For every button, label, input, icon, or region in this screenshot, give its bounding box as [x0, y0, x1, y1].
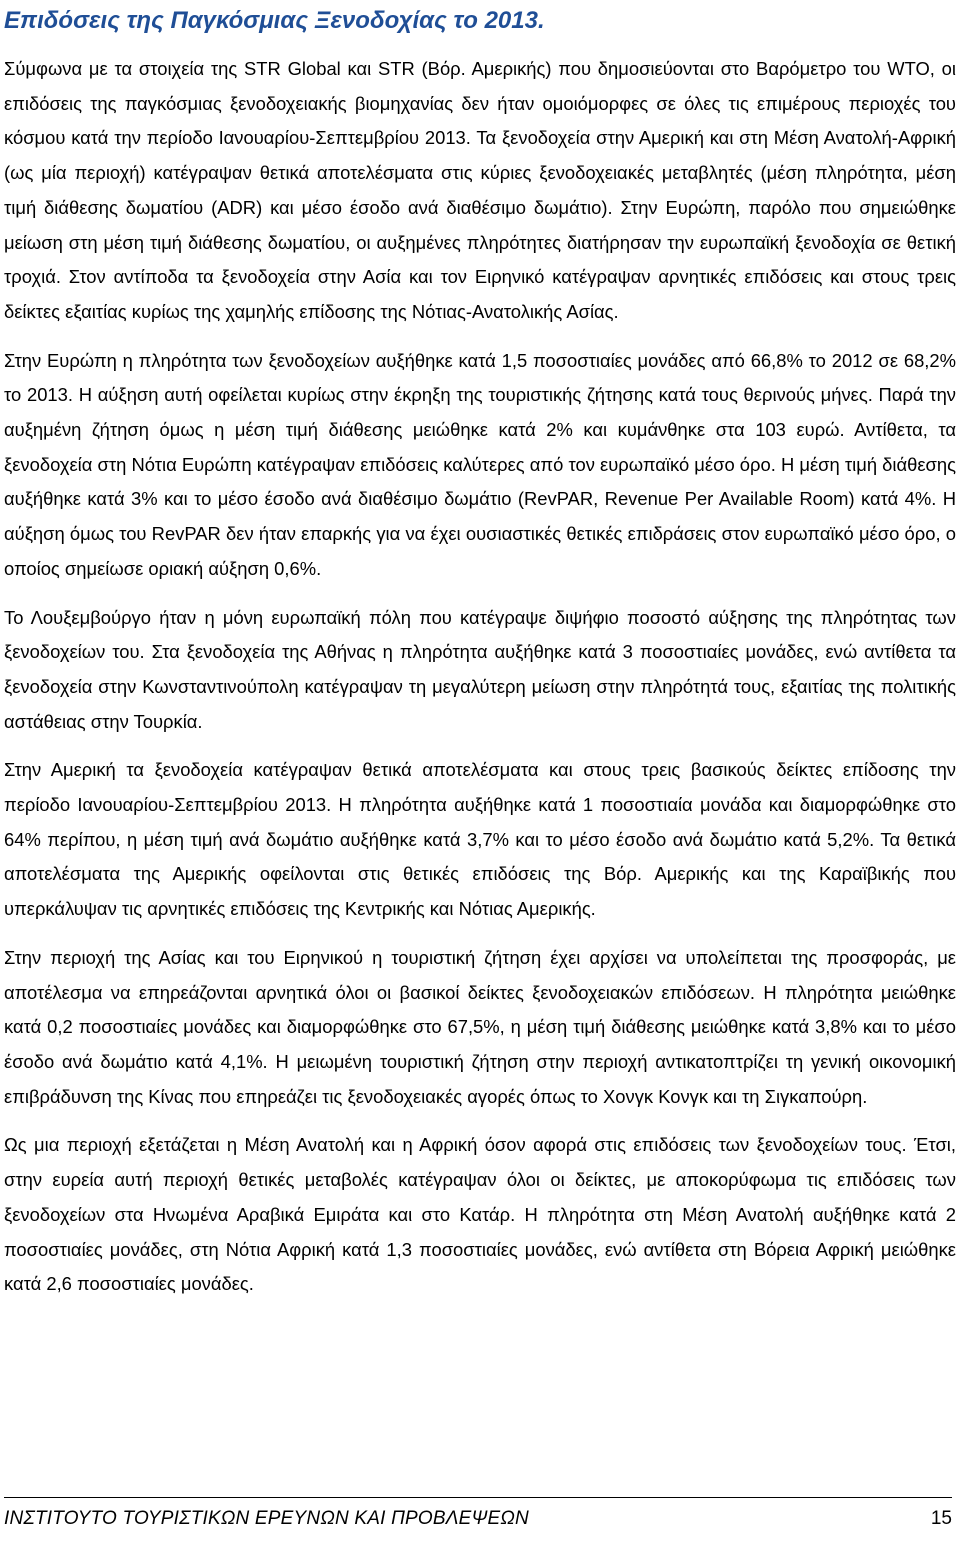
page-footer [4, 1497, 952, 1541]
paragraph-asia-pacific: Στην περιοχή της Ασίας και του Ειρηνικού η τουριστική ζήτηση έχει αρχίσει να υπολείπεται της προσφοράς, με αποτέλεσμα να επηρεάζονται αρνητικά όλοι οι βασικοί δείκτες ξενοδοχειακών επιδόσεων. Η πληρότητα μειώθηκε κατά 0,2 ποσοστιαίες μονάδες και διαμορφώθηκε στο 67,5%, η μέση τιμή διάθεσης μειώθηκε κατά 3,8% και το μέσο έσοδο ανά δωμάτιο κατά 4,1%. Η μειωμένη τουριστική ζήτηση στην περιοχή αντικατοπτρίζει τη γενική οικονομική επιβράδυνση της Κίνας που επηρεάζει τις ξενοδοχειακές αγορές όπως το Χονγκ Κονγκ και τη Σιγκαπούρη. [4, 946, 956, 1107]
document-page [4, 0, 956, 1302]
paragraph-middle-east-africa: Ως μια περιοχή εξετάζεται η Μέση Ανατολή και η Αφρική όσον αφορά στις επιδόσεις των ξενοδοχείων τους. Έτσι, στην ευρεία αυτή περιοχή θετικές μεταβολές κατέγραψαν όλοι οι δείκτες, με αποκορύφωμα τις επιδόσεις των ξενοδοχείων στα Ηνωμένα Αραβικά Εμιράτα και στο Κατάρ. Η πληρότητα στη Μέση Ανατολή αυξήθηκε κατά 2 ποσοστιαίες μονάδες, στη Νότια Αφρική κατά 1,3 ποσοστιαίες μονάδες, ενώ αντίθετα στη Βόρεια Αφρική μειώθηκε κατά 2,6 ποσοστιαίες μονάδες. [4, 1134, 956, 1295]
footer-publisher: ΙΝΣΤΙΤΟΥΤΟ ΤΟΥΡΙΣΤΙΚΩΝ ΕΡΕΥΝΩΝ ΚΑΙ ΠΡΟΒΛΕΨΕΩΝ [4, 1508, 529, 1529]
paragraph-americas: Στην Αμερική τα ξενοδοχεία κατέγραψαν θετικά αποτελέσματα και στους τρεις βασικούς δείκτες επίδοσης την περίοδο Ιανουαρίου-Σεπτεμβρίου 2013. Η πληρότητα αυξήθηκε κατά 1 ποσοστιαία μονάδα και διαμορφώθηκε στο 64% περίπου, η μέση τιμή ανά δωμάτιο αυξήθηκε κατά 3,7% και το μέσο έσοδο ανά δωμάτιο κατά 5,2%. Τα θετικά αποτελέσματα της Αμερικής οφείλονται στις θετικές επιδόσεις της Βόρ. Αμερικής και της Καραϊβικής που υπερκάλυψαν τις αρνητικές επιδόσεις της Κεντρικής και Νότιας Αμερικής. [4, 759, 956, 920]
paragraph-european-cities: Το Λουξεμβούργο ήταν η μόνη ευρωπαϊκή πόλη που κατέγραψε διψήφιο ποσοστό αύξησης της πληρότητας των ξενοδοχείων του. Στα ξενοδοχεία της Αθήνας η πληρότητα αυξήθηκε κατά 3 ποσοστιαίες μονάδες, ενώ αντίθετα τα ξενοδοχεία στην Κωνσταντινούπολη κατέγραψαν τη μεγαλύτερη μείωση στην πληρότητά τους, εξαιτίας της πολιτικής αστάθειας στην Τουρκία. [4, 606, 956, 732]
document-title: Επιδόσεις της Παγκόσμιας Ξενοδοχίας το 2013. [4, 7, 545, 34]
paragraph-overview: Σύμφωνα με τα στοιχεία της STR Global και STR (Βόρ. Αμερικής) που δημοσιεύονται στο Βαρόμετρο του WTO, οι επιδόσεις της παγκόσμιας ξενοδοχειακής βιομηχανίας δεν ήταν ομοιόμορφες σε όλες τις επιμέρους περιοχές του κόσμου κατά την περίοδο Ιανουαρίου-Σεπτεμβρίου 2013. Τα ξενοδοχεία στην Αμερική και στη Μέση Ανατολή-Αφρική (ως μία περιοχή) κατέγραψαν θετικά αποτελέσματα στις κύριες ξενοδοχειακές μεταβλητές (μέση πληρότητα, μέση τιμή διάθεσης δωματίου (ADR) και μέσο έσοδο ανά διαθέσιμο δωμάτιο). Στην Ευρώπη, παρόλο που σημειώθηκε μείωση στη μέση τιμή διάθεσης δωματίου, οι αυξημένες πληρότητες διατήρησαν την ευρωπαϊκή ξενοδοχία σε θετική τροχιά. Στον αντίποδα τα ξενοδοχεία στην Ασία και τον Ειρηνικό κατέγραψαν αρνητικές επιδόσεις και στους τρεις δείκτες εξαιτίας κυρίως της χαμηλής επίδοσης της Νότιας-Ανατολικής Ασίας. [4, 58, 956, 322]
paragraph-europe: Στην Ευρώπη η πληρότητα των ξενοδοχείων αυξήθηκε κατά 1,5 ποσοστιαίες μονάδες από 66,8% το 2012 σε 68,2% το 2013. Η αύξηση αυτή οφείλεται κυρίως στην έκρηξη της τουριστικής ζήτησης κατά τους θερινούς μήνες. Παρά την αυξημένη ζήτηση όμως η μέση τιμή διάθεσης μειώθηκε κατά 2% και κυμάνθηκε στα 103 ευρώ. Αντίθετα, τα ξενοδοχεία στη Νότια Ευρώπη κατέγραψαν επιδόσεις καλύτερες από τον ευρωπαϊκό μέσο όρο. Η μέση τιμή διάθεσης αυξήθηκε κατά 3% και το μέσο έσοδο ανά διαθέσιμο δωμάτιο (RevPAR, Revenue Per Available Room) κατά 4%. Η αύξηση όμως του RevPAR δεν ήταν επαρκής για να έχει ουσιαστικές θετικές επιδράσεις στον ευρωπαϊκό μέσο όρο, ο οποίος σημείωσε οριακή αύξηση 0,6%. [4, 349, 956, 579]
page-number: 15 [930, 1508, 952, 1529]
